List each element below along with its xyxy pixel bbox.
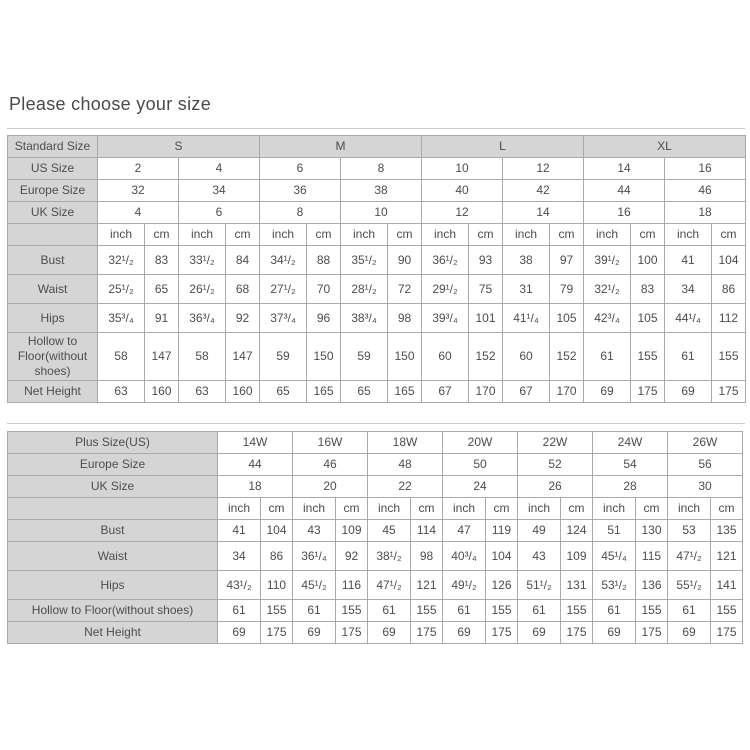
measure-value-cell: 119 — [486, 520, 518, 542]
measure-value-cell: 49¹/₂ — [443, 571, 486, 600]
size-group-header: XL — [584, 136, 746, 158]
measure-value-cell: 175 — [712, 381, 746, 403]
size-value-cell: 20 — [293, 476, 368, 498]
size-value-cell: 48 — [368, 454, 443, 476]
page-title: Please choose your size — [9, 94, 212, 114]
measure-value-cell: 61 — [443, 600, 486, 622]
size-value-cell: 44 — [218, 454, 293, 476]
unit-row — [8, 224, 746, 246]
measure-value-cell: 93 — [469, 246, 503, 275]
size-value-cell: 50 — [443, 454, 518, 476]
row-label: Standard Size — [8, 136, 98, 158]
unit-header-cell: cm — [336, 498, 368, 520]
measure-value-cell: 69 — [368, 622, 411, 644]
measure-value-cell: 34¹/₂ — [260, 246, 307, 275]
measure-value-cell: 37³/₄ — [260, 304, 307, 333]
measure-value-cell: 105 — [550, 304, 584, 333]
measure-value-cell: 121 — [411, 571, 443, 600]
measure-value-cell: 47¹/₂ — [668, 542, 711, 571]
unit-header-cell: cm — [486, 498, 518, 520]
measure-value-cell: 155 — [636, 600, 668, 622]
separator-line — [7, 128, 745, 129]
measure-value-cell: 155 — [411, 600, 443, 622]
unit-header-cell: inch — [668, 498, 711, 520]
size-row — [8, 202, 746, 224]
measure-value-cell: 70 — [307, 275, 341, 304]
size-value-cell: 42 — [503, 180, 584, 202]
measure-value-cell: 59 — [260, 333, 307, 381]
row-label: Bust — [8, 520, 218, 542]
unit-header-cell: inch — [293, 498, 336, 520]
size-value-cell: 14 — [584, 158, 665, 180]
measure-value-cell: 155 — [712, 333, 746, 381]
measure-value-cell: 160 — [226, 381, 260, 403]
measure-value-cell: 27¹/₂ — [260, 275, 307, 304]
measure-value-cell: 61 — [293, 600, 336, 622]
measure-value-cell: 38³/₄ — [341, 304, 388, 333]
measure-value-cell: 63 — [179, 381, 226, 403]
measure-value-cell: 58 — [179, 333, 226, 381]
measure-value-cell: 88 — [307, 246, 341, 275]
measure-value-cell: 114 — [411, 520, 443, 542]
measure-value-cell: 121 — [711, 542, 743, 571]
measure-value-cell: 43¹/₂ — [218, 571, 261, 600]
measure-value-cell: 155 — [631, 333, 665, 381]
measure-value-cell: 29¹/₂ — [422, 275, 469, 304]
measure-value-cell: 91 — [145, 304, 179, 333]
measure-value-cell: 61 — [518, 600, 561, 622]
measure-value-cell: 69 — [443, 622, 486, 644]
row-label: UK Size — [8, 202, 98, 224]
measure-value-cell: 44¹/₄ — [665, 304, 712, 333]
size-value-cell: 30 — [668, 476, 743, 498]
size-value-cell: 6 — [260, 158, 341, 180]
size-value-cell: 14W — [218, 432, 293, 454]
measure-row — [8, 333, 746, 381]
measure-value-cell: 83 — [145, 246, 179, 275]
measure-value-cell: 152 — [550, 333, 584, 381]
measure-value-cell: 150 — [307, 333, 341, 381]
measure-row — [8, 381, 746, 403]
measure-value-cell: 34 — [665, 275, 712, 304]
measure-value-cell: 69 — [665, 381, 712, 403]
measure-value-cell: 25¹/₂ — [98, 275, 145, 304]
size-value-cell: 6 — [179, 202, 260, 224]
measure-value-cell: 55¹/₂ — [668, 571, 711, 600]
measure-value-cell: 69 — [218, 622, 261, 644]
measure-value-cell: 60 — [503, 333, 550, 381]
unit-header-cell: cm — [145, 224, 179, 246]
measure-value-cell: 147 — [145, 333, 179, 381]
measure-value-cell: 51¹/₂ — [518, 571, 561, 600]
measure-value-cell: 150 — [388, 333, 422, 381]
size-value-cell: 36 — [260, 180, 341, 202]
size-value-cell: 16 — [584, 202, 665, 224]
size-value-cell: 18W — [368, 432, 443, 454]
measure-value-cell: 34 — [218, 542, 261, 571]
measure-value-cell: 101 — [469, 304, 503, 333]
measure-value-cell: 51 — [593, 520, 636, 542]
measure-value-cell: 59 — [341, 333, 388, 381]
measure-value-cell: 68 — [226, 275, 260, 304]
size-value-cell: 18 — [665, 202, 746, 224]
measure-value-cell: 45¹/₄ — [593, 542, 636, 571]
size-value-cell: 56 — [668, 454, 743, 476]
measure-value-cell: 67 — [503, 381, 550, 403]
measure-value-cell: 38¹/₂ — [368, 542, 411, 571]
row-label: UK Size — [8, 476, 218, 498]
measure-value-cell: 116 — [336, 571, 368, 600]
unit-row-spacer — [8, 224, 98, 246]
measure-value-cell: 45 — [368, 520, 411, 542]
unit-header-cell: inch — [98, 224, 145, 246]
measure-value-cell: 32¹/₂ — [584, 275, 631, 304]
measure-value-cell: 98 — [388, 304, 422, 333]
measure-value-cell: 67 — [422, 381, 469, 403]
unit-header-cell: inch — [584, 224, 631, 246]
measure-row — [8, 520, 743, 542]
measure-value-cell: 109 — [561, 542, 593, 571]
measure-value-cell: 90 — [388, 246, 422, 275]
measure-value-cell: 36¹/₄ — [293, 542, 336, 571]
unit-header-cell: inch — [518, 498, 561, 520]
size-value-cell: 22 — [368, 476, 443, 498]
measure-value-cell: 33¹/₂ — [179, 246, 226, 275]
measure-value-cell: 61 — [593, 600, 636, 622]
measure-value-cell: 65 — [145, 275, 179, 304]
size-value-cell: 24 — [443, 476, 518, 498]
measure-value-cell: 38 — [503, 246, 550, 275]
measure-value-cell: 124 — [561, 520, 593, 542]
size-row — [8, 454, 743, 476]
measure-row — [8, 600, 743, 622]
measure-value-cell: 112 — [712, 304, 746, 333]
measure-value-cell: 175 — [711, 622, 743, 644]
measure-value-cell: 39³/₄ — [422, 304, 469, 333]
size-value-cell: 54 — [593, 454, 668, 476]
measure-value-cell: 86 — [712, 275, 746, 304]
unit-header-cell: inch — [179, 224, 226, 246]
size-value-cell: 44 — [584, 180, 665, 202]
size-value-cell: 46 — [293, 454, 368, 476]
measure-value-cell: 63 — [98, 381, 145, 403]
unit-header-cell: cm — [636, 498, 668, 520]
measure-value-cell: 60 — [422, 333, 469, 381]
measure-row — [8, 571, 743, 600]
size-group-row — [8, 136, 746, 158]
measure-value-cell: 69 — [293, 622, 336, 644]
size-group-header: M — [260, 136, 422, 158]
measure-value-cell: 175 — [486, 622, 518, 644]
measure-value-cell: 28¹/₂ — [341, 275, 388, 304]
measure-value-cell: 61 — [368, 600, 411, 622]
measure-value-cell: 40³/₄ — [443, 542, 486, 571]
measure-value-cell: 109 — [336, 520, 368, 542]
measure-value-cell: 147 — [226, 333, 260, 381]
measure-row — [8, 542, 743, 571]
row-label: Europe Size — [8, 180, 98, 202]
unit-header-cell: inch — [665, 224, 712, 246]
row-label: Hips — [8, 304, 98, 333]
row-label: Net Height — [8, 381, 98, 403]
measure-value-cell: 47 — [443, 520, 486, 542]
measure-row — [8, 304, 746, 333]
separator-line — [7, 423, 745, 424]
measure-value-cell: 104 — [261, 520, 293, 542]
measure-value-cell: 175 — [411, 622, 443, 644]
measure-value-cell: 126 — [486, 571, 518, 600]
measure-value-cell: 72 — [388, 275, 422, 304]
unit-header-cell: cm — [712, 224, 746, 246]
unit-row-spacer — [8, 498, 218, 520]
unit-header-cell: cm — [561, 498, 593, 520]
size-row — [8, 432, 743, 454]
size-value-cell: 4 — [98, 202, 179, 224]
measure-value-cell: 97 — [550, 246, 584, 275]
measure-value-cell: 41 — [218, 520, 261, 542]
size-value-cell: 34 — [179, 180, 260, 202]
measure-value-cell: 69 — [584, 381, 631, 403]
measure-value-cell: 170 — [469, 381, 503, 403]
measure-value-cell: 92 — [336, 542, 368, 571]
size-value-cell: 22W — [518, 432, 593, 454]
unit-header-cell: cm — [388, 224, 422, 246]
size-value-cell: 2 — [98, 158, 179, 180]
size-value-cell: 12 — [422, 202, 503, 224]
measure-value-cell: 65 — [260, 381, 307, 403]
measure-value-cell: 105 — [631, 304, 665, 333]
measure-value-cell: 175 — [631, 381, 665, 403]
size-value-cell: 20W — [443, 432, 518, 454]
size-value-cell: 38 — [341, 180, 422, 202]
unit-header-cell: cm — [307, 224, 341, 246]
size-value-cell: 16 — [665, 158, 746, 180]
measure-value-cell: 165 — [388, 381, 422, 403]
size-value-cell: 40 — [422, 180, 503, 202]
measure-value-cell: 43 — [293, 520, 336, 542]
row-label: Bust — [8, 246, 98, 275]
unit-header-cell: cm — [550, 224, 584, 246]
measure-value-cell: 155 — [336, 600, 368, 622]
measure-value-cell: 83 — [631, 275, 665, 304]
row-label: Hips — [8, 571, 218, 600]
measure-value-cell: 69 — [518, 622, 561, 644]
size-group-header: L — [422, 136, 584, 158]
measure-value-cell: 36³/₄ — [179, 304, 226, 333]
size-value-cell: 26 — [518, 476, 593, 498]
size-value-cell: 18 — [218, 476, 293, 498]
measure-value-cell: 79 — [550, 275, 584, 304]
measure-value-cell: 42³/₄ — [584, 304, 631, 333]
measure-value-cell: 47¹/₂ — [368, 571, 411, 600]
size-row — [8, 180, 746, 202]
size-value-cell: 46 — [665, 180, 746, 202]
measure-value-cell: 69 — [593, 622, 636, 644]
measure-value-cell: 35³/₄ — [98, 304, 145, 333]
size-value-cell: 26W — [668, 432, 743, 454]
measure-value-cell: 86 — [261, 542, 293, 571]
size-value-cell: 8 — [341, 158, 422, 180]
measure-value-cell: 61 — [665, 333, 712, 381]
measure-value-cell: 49 — [518, 520, 561, 542]
unit-header-cell: cm — [469, 224, 503, 246]
row-label: Hollow to Floor(without shoes) — [8, 333, 98, 381]
measure-value-cell: 160 — [145, 381, 179, 403]
unit-header-cell: cm — [226, 224, 260, 246]
measure-value-cell: 41 — [665, 246, 712, 275]
unit-header-cell: inch — [260, 224, 307, 246]
row-label: Hollow to Floor(without shoes) — [8, 600, 218, 622]
measure-value-cell: 155 — [261, 600, 293, 622]
measure-value-cell: 104 — [712, 246, 746, 275]
measure-value-cell: 65 — [341, 381, 388, 403]
measure-value-cell: 175 — [336, 622, 368, 644]
unit-header-cell: inch — [218, 498, 261, 520]
row-label: US Size — [8, 158, 98, 180]
unit-header-cell: cm — [411, 498, 443, 520]
row-label: Waist — [8, 275, 98, 304]
measure-value-cell: 96 — [307, 304, 341, 333]
measure-value-cell: 130 — [636, 520, 668, 542]
measure-value-cell: 155 — [561, 600, 593, 622]
size-group-header: S — [98, 136, 260, 158]
measure-value-cell: 100 — [631, 246, 665, 275]
measure-value-cell: 69 — [668, 622, 711, 644]
measure-value-cell: 53 — [668, 520, 711, 542]
measure-value-cell: 110 — [261, 571, 293, 600]
measure-value-cell: 115 — [636, 542, 668, 571]
measure-value-cell: 170 — [550, 381, 584, 403]
size-value-cell: 10 — [341, 202, 422, 224]
unit-header-cell: cm — [711, 498, 743, 520]
size-value-cell: 32 — [98, 180, 179, 202]
measure-value-cell: 75 — [469, 275, 503, 304]
measure-value-cell: 61 — [584, 333, 631, 381]
measure-value-cell: 61 — [218, 600, 261, 622]
measure-value-cell: 61 — [668, 600, 711, 622]
measure-value-cell: 152 — [469, 333, 503, 381]
measure-row — [8, 275, 746, 304]
size-value-cell: 10 — [422, 158, 503, 180]
measure-value-cell: 104 — [486, 542, 518, 571]
measure-value-cell: 41¹/₄ — [503, 304, 550, 333]
measure-value-cell: 53¹/₂ — [593, 571, 636, 600]
plus-size-table — [7, 431, 743, 644]
size-value-cell: 12 — [503, 158, 584, 180]
measure-value-cell: 43 — [518, 542, 561, 571]
measure-value-cell: 84 — [226, 246, 260, 275]
measure-value-cell: 155 — [486, 600, 518, 622]
unit-header-cell: inch — [422, 224, 469, 246]
size-value-cell: 24W — [593, 432, 668, 454]
measure-value-cell: 98 — [411, 542, 443, 571]
unit-header-cell: cm — [261, 498, 293, 520]
unit-header-cell: inch — [368, 498, 411, 520]
measure-value-cell: 155 — [711, 600, 743, 622]
size-value-cell: 52 — [518, 454, 593, 476]
measure-value-cell: 39¹/₂ — [584, 246, 631, 275]
measure-value-cell: 141 — [711, 571, 743, 600]
measure-value-cell: 31 — [503, 275, 550, 304]
measure-row — [8, 622, 743, 644]
unit-header-cell: inch — [443, 498, 486, 520]
unit-header-cell: cm — [631, 224, 665, 246]
size-value-cell: 14 — [503, 202, 584, 224]
size-value-cell: 16W — [293, 432, 368, 454]
measure-value-cell: 92 — [226, 304, 260, 333]
size-value-cell: 8 — [260, 202, 341, 224]
unit-header-cell: inch — [593, 498, 636, 520]
measure-row — [8, 246, 746, 275]
measure-value-cell: 175 — [636, 622, 668, 644]
standard-size-table — [7, 135, 746, 403]
measure-value-cell: 131 — [561, 571, 593, 600]
measure-value-cell: 175 — [561, 622, 593, 644]
size-row — [8, 158, 746, 180]
measure-value-cell: 58 — [98, 333, 145, 381]
measure-value-cell: 45¹/₂ — [293, 571, 336, 600]
unit-row — [8, 498, 743, 520]
size-value-cell: 28 — [593, 476, 668, 498]
measure-value-cell: 135 — [711, 520, 743, 542]
measure-value-cell: 32¹/₂ — [98, 246, 145, 275]
measure-value-cell: 175 — [261, 622, 293, 644]
measure-value-cell: 26¹/₂ — [179, 275, 226, 304]
size-value-cell: 4 — [179, 158, 260, 180]
unit-header-cell: inch — [503, 224, 550, 246]
row-label: Europe Size — [8, 454, 218, 476]
unit-header-cell: inch — [341, 224, 388, 246]
measure-value-cell: 36¹/₂ — [422, 246, 469, 275]
measure-value-cell: 165 — [307, 381, 341, 403]
row-label: Plus Size(US) — [8, 432, 218, 454]
measure-value-cell: 35¹/₂ — [341, 246, 388, 275]
measure-value-cell: 136 — [636, 571, 668, 600]
row-label: Waist — [8, 542, 218, 571]
size-row — [8, 476, 743, 498]
row-label: Net Height — [8, 622, 218, 644]
